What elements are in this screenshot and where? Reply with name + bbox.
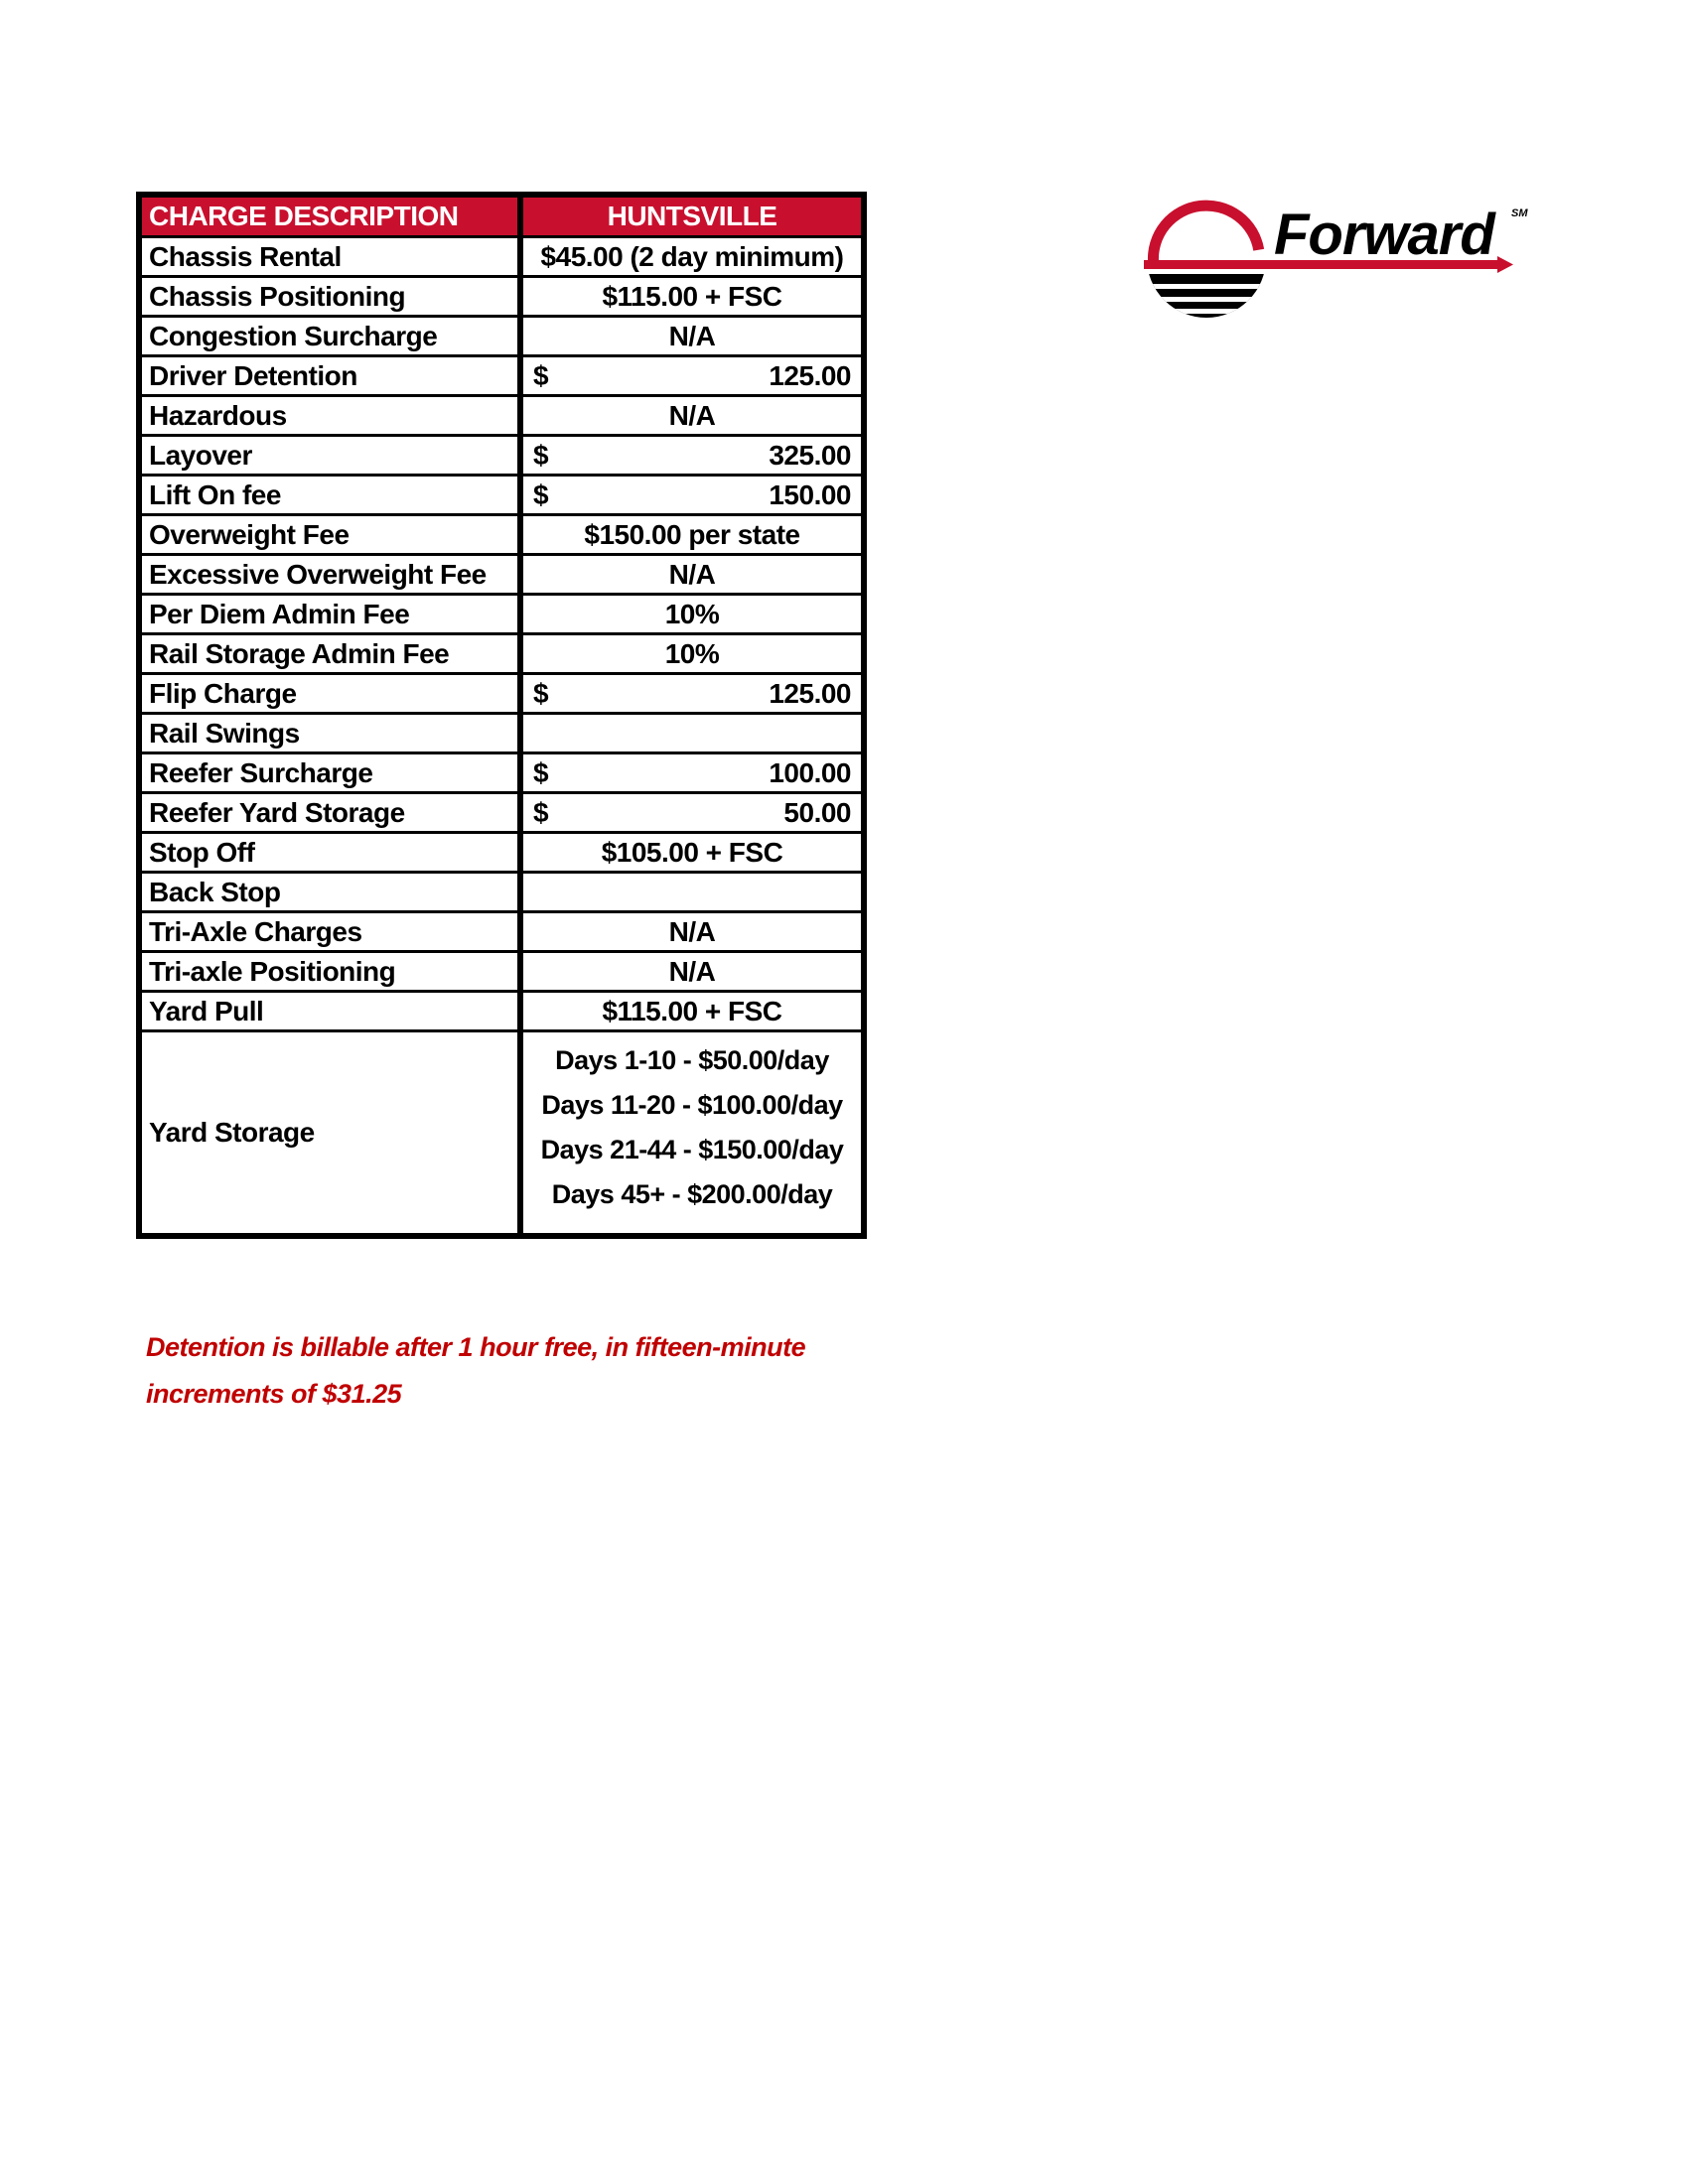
charge-description-cell: Per Diem Admin Fee <box>149 598 410 629</box>
table-row <box>142 993 861 1032</box>
charge-table <box>136 192 867 1239</box>
huntsville-value-cell: N/A <box>517 953 861 990</box>
table-row <box>142 635 861 675</box>
charge-description-cell: Driver Detention <box>149 359 357 391</box>
table-row <box>142 318 861 357</box>
charge-description-cell: Rail Storage Admin Fee <box>149 637 450 669</box>
amount-value: 100.00 <box>769 756 851 788</box>
charge-description-cell: Reefer Surcharge <box>149 756 373 788</box>
currency-symbol: $ <box>533 796 549 828</box>
storage-tier-line: Days 21-44 - $150.00/day <box>540 1135 844 1164</box>
table-row <box>142 437 861 477</box>
charge-description-cell: Excessive Overweight Fee <box>149 558 487 590</box>
huntsville-value-cell <box>517 874 861 910</box>
charge-description-cell: Chassis Rental <box>149 240 342 272</box>
charge-description-cell: Rail Swings <box>149 717 300 749</box>
huntsville-value-cell: $45.00 (2 day minimum) <box>517 238 861 275</box>
huntsville-value-cell: N/A <box>517 913 861 950</box>
detention-note <box>146 1324 805 1418</box>
huntsville-value-cell: $115.00 + FSC <box>517 278 861 315</box>
detention-note-line2: increments of $31.25 <box>146 1379 402 1409</box>
charge-description-cell: Overweight Fee <box>149 518 350 550</box>
charge-description-cell: Yard Storage <box>149 1117 315 1148</box>
huntsville-value-cell: $150.00 per state <box>517 516 861 553</box>
table-row <box>142 794 861 834</box>
huntsville-value-cell: $115.00 + FSC <box>517 993 861 1029</box>
table-row <box>142 1032 861 1233</box>
table-row <box>142 953 861 993</box>
logo-sm-mark: SM <box>1511 207 1528 219</box>
logo-sun-arc-icon <box>1153 205 1258 263</box>
currency-symbol: $ <box>533 359 549 391</box>
charge-description-cell: Yard Pull <box>149 995 264 1026</box>
table-row <box>142 556 861 596</box>
table-row <box>142 715 861 754</box>
huntsville-value-cell: N/A <box>517 397 861 434</box>
table-row <box>142 754 861 794</box>
logo-wordmark: Forward <box>1274 203 1494 267</box>
currency-symbol: $ <box>533 439 549 471</box>
currency-symbol: $ <box>533 478 549 510</box>
table-row <box>142 238 861 278</box>
huntsville-value-cell: 10% <box>517 635 861 672</box>
charge-description-cell: Stop Off <box>149 836 255 868</box>
huntsville-value-cell: $105.00 + FSC <box>517 834 861 871</box>
table-row <box>142 357 861 397</box>
huntsville-value-cell: 10% <box>517 596 861 632</box>
table-row <box>142 477 861 516</box>
charge-table-body <box>142 238 861 1233</box>
charge-description-cell: Flip Charge <box>149 677 297 709</box>
huntsville-value-cell <box>517 357 861 394</box>
amount-value: 325.00 <box>769 439 851 471</box>
currency-symbol: $ <box>533 677 549 709</box>
amount-value: 150.00 <box>769 478 851 510</box>
storage-tier-line: Days 1-10 - $50.00/day <box>555 1045 829 1075</box>
amount-value: 125.00 <box>769 677 851 709</box>
charge-description-cell: Layover <box>149 439 252 471</box>
detention-note-line1: Detention is billable after 1 hour free, in fifteen-minute <box>146 1332 806 1362</box>
table-header-row <box>142 198 861 238</box>
huntsville-value-cell <box>517 477 861 513</box>
charge-description-header: CHARGE DESCRIPTION <box>149 201 459 231</box>
charge-description-cell: Lift On fee <box>149 478 281 510</box>
huntsville-value-cell <box>517 715 861 751</box>
huntsville-value-cell <box>517 437 861 474</box>
logo-horizon-stripes-icon <box>1142 274 1271 318</box>
charge-description-cell: Tri-Axle Charges <box>149 915 362 947</box>
huntsville-value-cell <box>517 1032 861 1233</box>
amount-value: 50.00 <box>783 796 851 828</box>
table-row <box>142 278 861 318</box>
table-row <box>142 834 861 874</box>
table-row <box>142 675 861 715</box>
currency-symbol: $ <box>533 756 549 788</box>
huntsville-value-cell <box>517 754 861 791</box>
huntsville-header: HUNTSVILLE <box>517 198 861 235</box>
storage-tier-line: Days 11-20 - $100.00/day <box>541 1090 843 1120</box>
charge-description-cell: Back Stop <box>149 876 281 907</box>
charge-description-cell: Tri-axle Positioning <box>149 955 396 987</box>
table-row <box>142 397 861 437</box>
huntsville-value-cell: N/A <box>517 556 861 593</box>
charge-description-cell: Hazardous <box>149 399 287 431</box>
table-row <box>142 596 861 635</box>
table-row <box>142 516 861 556</box>
table-row <box>142 913 861 953</box>
storage-tier-line: Days 45+ - $200.00/day <box>551 1179 833 1209</box>
huntsville-value-cell: N/A <box>517 318 861 354</box>
table-row <box>142 874 861 913</box>
huntsville-value-cell <box>517 675 861 712</box>
charge-description-cell: Congestion Surcharge <box>149 320 438 351</box>
amount-value: 125.00 <box>769 359 851 391</box>
huntsville-value-cell <box>517 794 861 831</box>
charge-description-cell: Reefer Yard Storage <box>149 796 405 828</box>
charge-description-cell: Chassis Positioning <box>149 280 406 312</box>
forward-logo <box>1142 195 1534 329</box>
